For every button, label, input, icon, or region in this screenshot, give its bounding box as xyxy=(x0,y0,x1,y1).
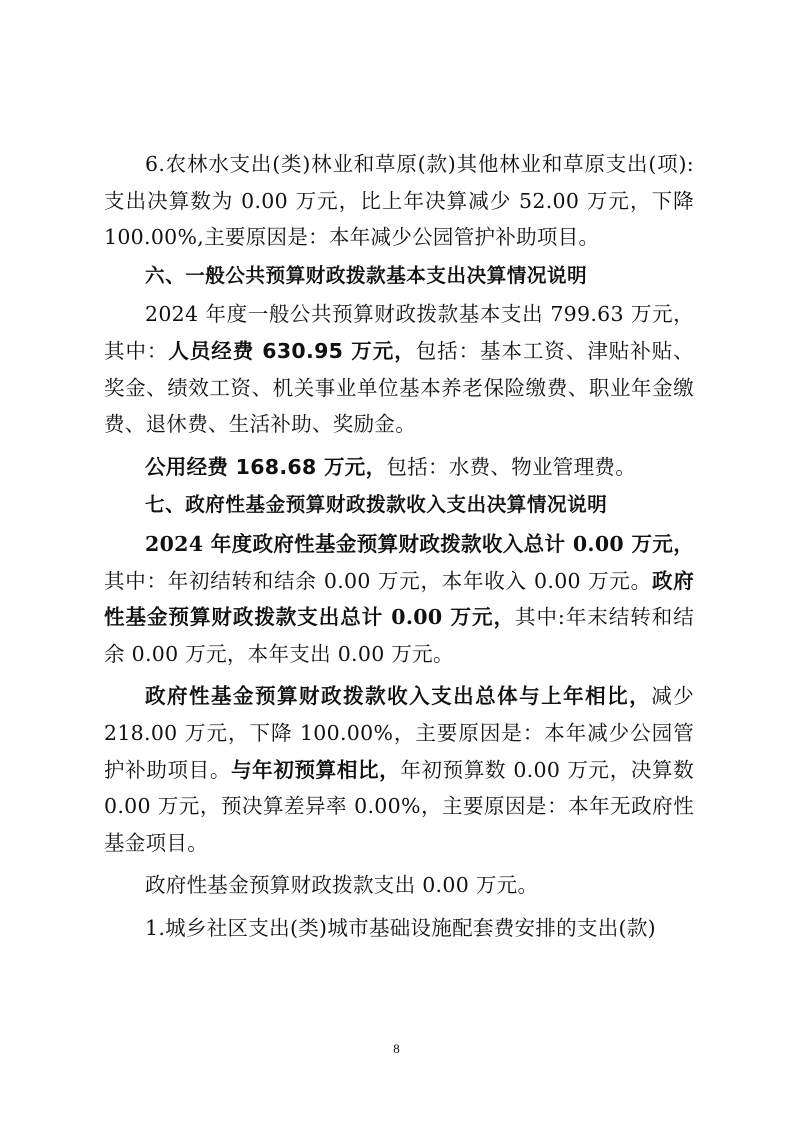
paragraph-fund-comparison xyxy=(104,678,694,861)
public-expense-label: 公用经费 168.68 万元， xyxy=(145,454,387,479)
paragraph-urban-community-item: 1.城乡社区支出(类)城市基础设施配套费安排的支出(款) xyxy=(145,915,656,940)
section-heading-seven: 七、政府性基金预算财政拨款收入支出决算情况说明 xyxy=(145,493,608,517)
fund-compare-detail: 减少 218.00 万元，下降 100.00%，主要原因是：本年减少公园管护补助项目。 xyxy=(104,684,694,782)
basic-expense-intro: 2024 年度一般公共预算财政拨款基本支出 799.63 万元，其中： xyxy=(104,302,694,363)
paragraph-fund-income xyxy=(104,526,694,672)
paragraph-fund-expense-total: 政府性基金预算财政拨款支出 0.00 万元。 xyxy=(145,873,539,898)
public-expense-detail: 包括：水费、物业管理费。 xyxy=(386,454,636,479)
fund-budget-label: 与年初预算相比， xyxy=(231,757,401,782)
section-heading-six: 六、一般公共预算财政拨款基本支出决算情况说明 xyxy=(145,263,588,287)
document-body xyxy=(104,146,694,946)
fund-income-detail: 其中：年初结转和结余 0.00 万元，本年收入 0.00 万元。 xyxy=(104,568,652,593)
fund-income-label: 2024 年度政府性基金预算财政拨款收入总计 0.00 万元， xyxy=(145,531,694,556)
paragraph-forestry-expense: 6.农林水支出(类)林业和草原(款)其他林业和草原支出(项):支出决算数为 0.00 万元，比上年决算减少 52.00 万元，下降 100.00%,主要原因是：本年减少公园管护补助项目。 xyxy=(104,152,694,250)
personnel-expense-label: 人员经费 630.95 万元， xyxy=(168,338,416,363)
page-number: 8 xyxy=(393,1041,400,1056)
paragraph-basic-expense xyxy=(104,296,694,442)
fund-budget-detail: 年初预算数 0.00 万元，决算数 0.00 万元，预决算差异率 0.00%，主要原因是：本年无政府性基金项目。 xyxy=(104,757,694,855)
personnel-expense-detail: 包括：基本工资、津贴补贴、奖金、绩效工资、机关事业单位基本养老保险缴费、职业年金缴费、退休费、生活补助、奖励金。 xyxy=(104,338,694,437)
paragraph-public-expense xyxy=(104,449,694,486)
fund-compare-label: 政府性基金预算财政拨款收入支出总体与上年相比， xyxy=(145,684,652,709)
fund-expense-detail: 其中:年末结转和结余 0.00 万元，本年支出 0.00 万元。 xyxy=(104,605,694,666)
fund-expense-label: 政府性基金预算财政拨款支出总计 0.00 万元， xyxy=(104,568,694,630)
